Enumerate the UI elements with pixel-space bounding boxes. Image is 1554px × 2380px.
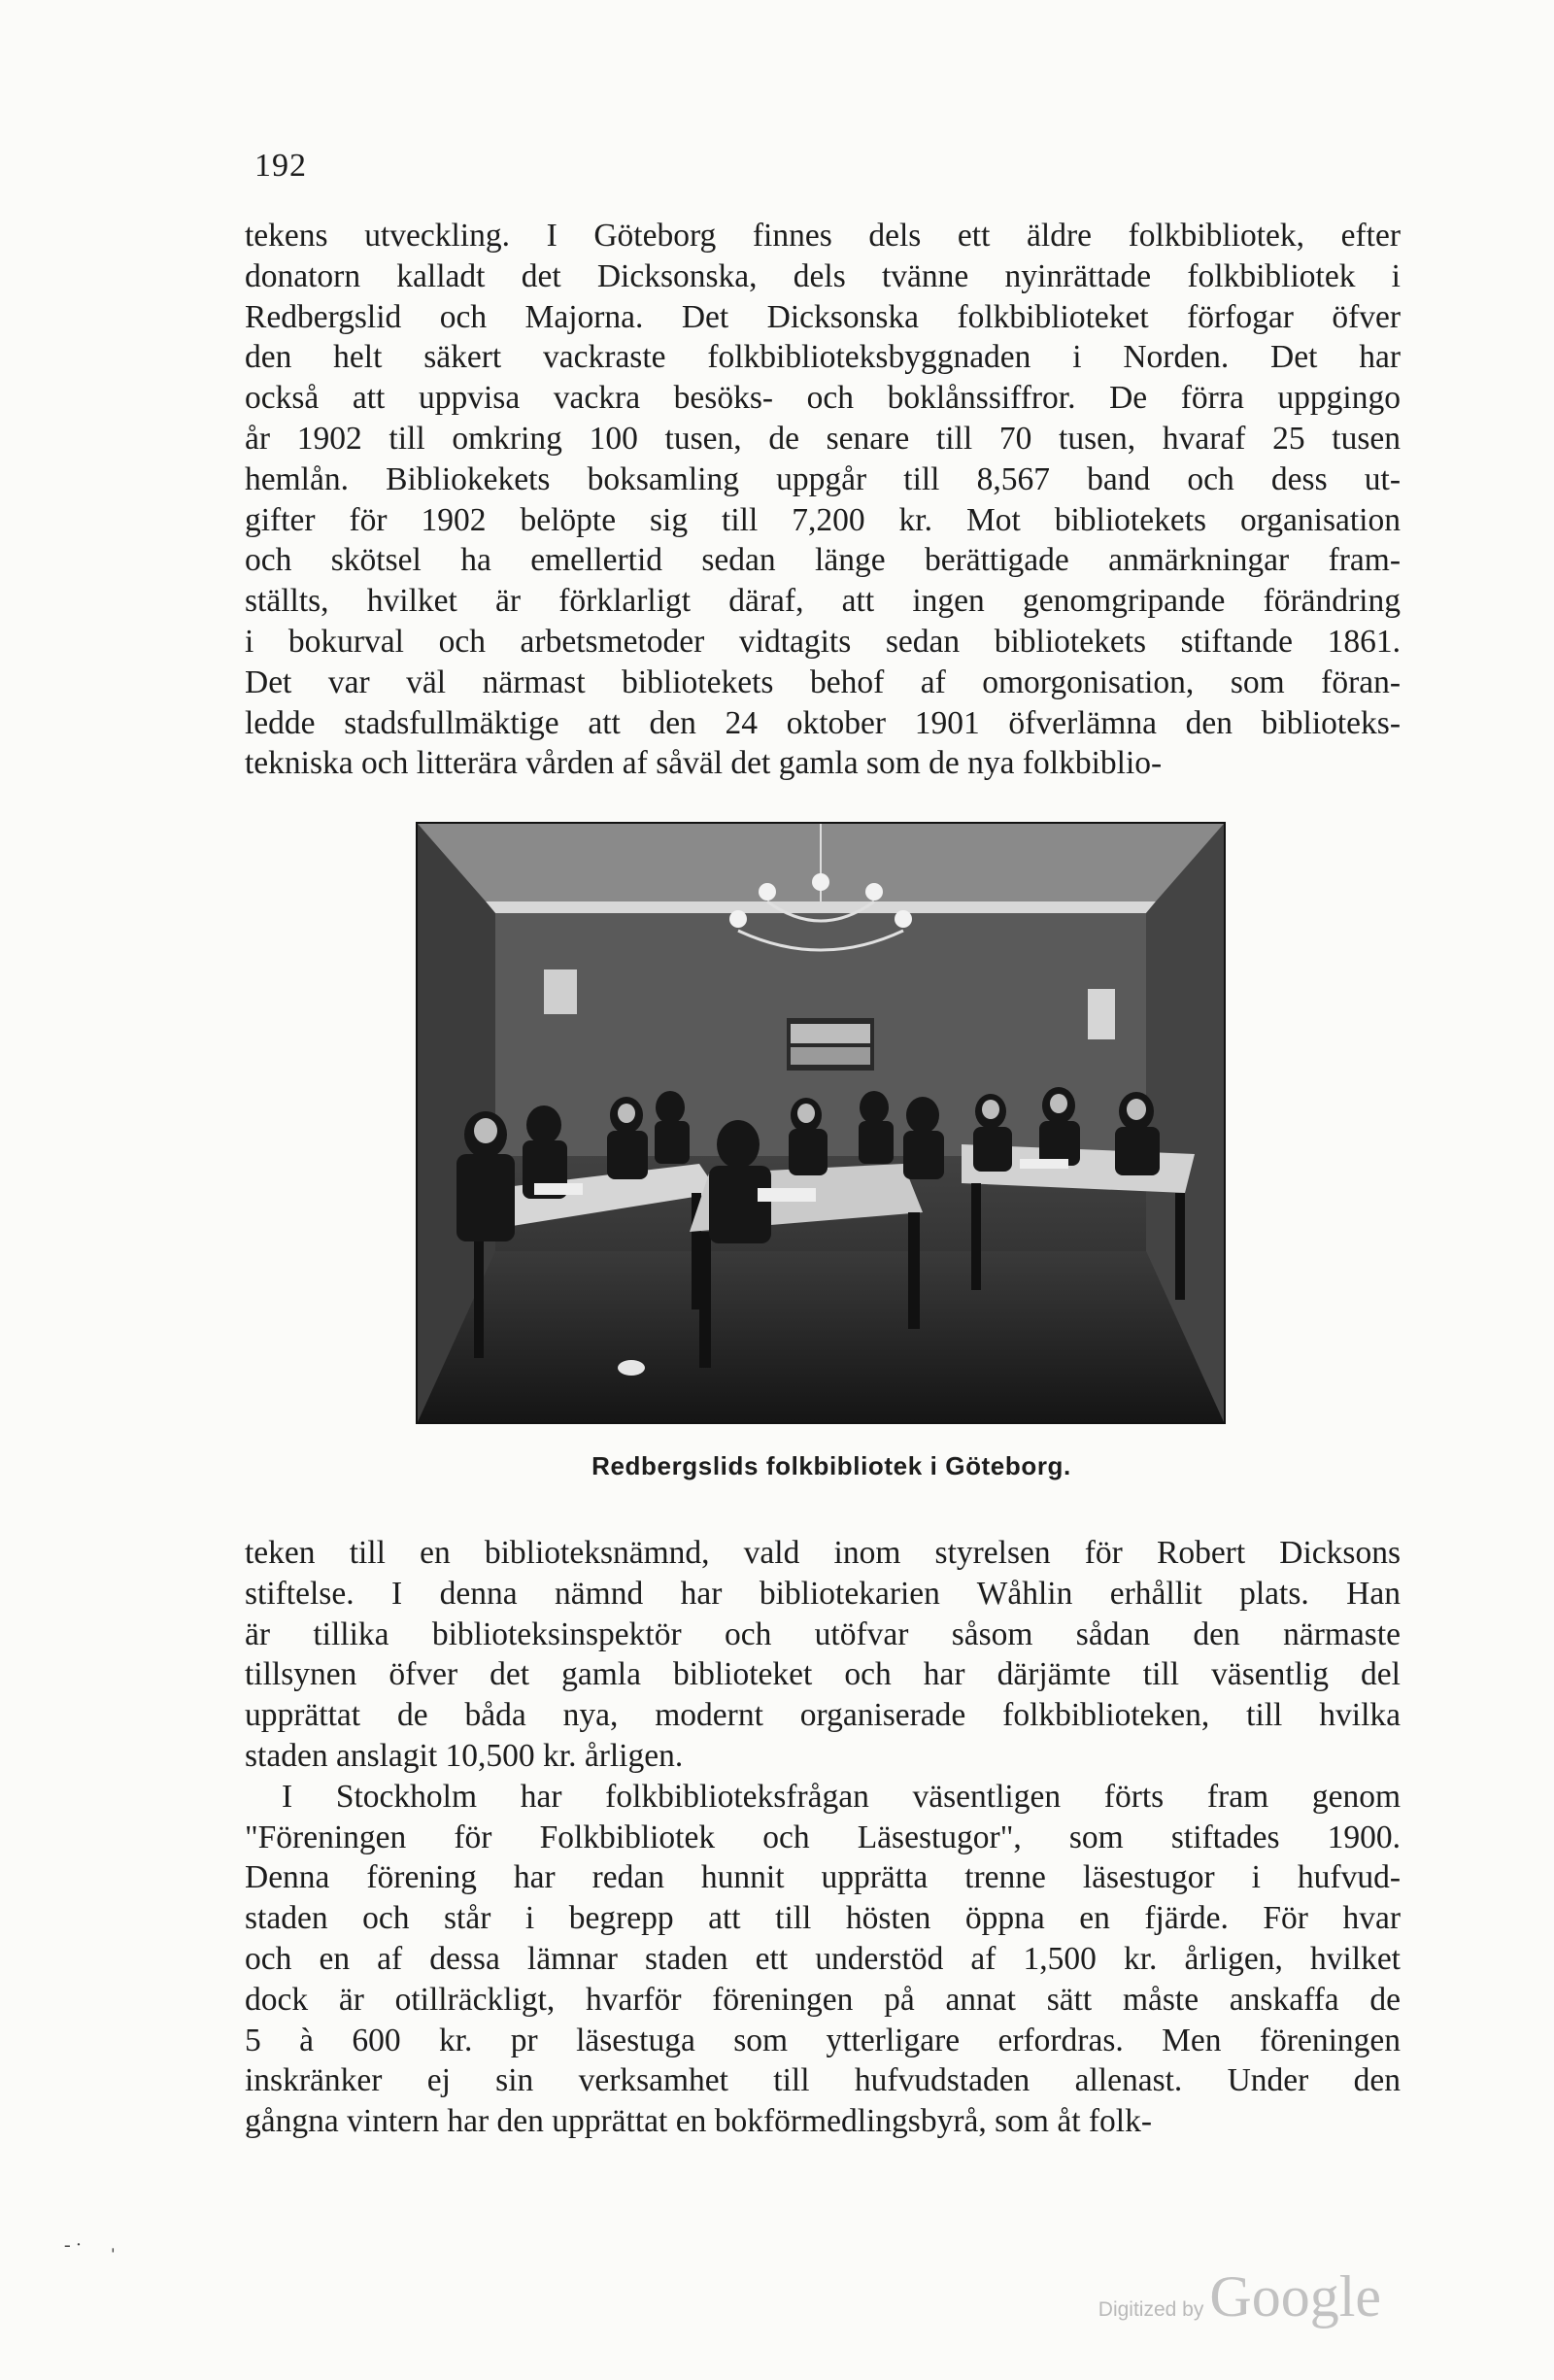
text-line: den helt säkert vackraste folkbiblioteksbyggnaden i Norden. Det har <box>245 339 1401 376</box>
text-line: dock är otillräckligt, hvarför föreningen på annat sätt måste anskaffa de <box>245 1981 1401 2018</box>
text-line: staden anslagit 10,500 kr. årligen. <box>245 1737 684 1774</box>
text-line: upprättat de båda nya, modernt organiserade folkbiblioteken, till hvilka <box>245 1697 1401 1734</box>
text-line: tekens utveckling. I Göteborg finnes dels ett äldre folkbibliotek, efter <box>245 218 1401 254</box>
text-line: tillsynen öfver det gamla biblioteket och har därjämte till väsentlig del <box>245 1656 1401 1693</box>
google-logo-text: Google <box>1209 2264 1381 2329</box>
text-line: teken till en biblioteksnämnd, vald inom styrelsen för Robert Dicksons <box>245 1535 1401 1571</box>
text-line: Denna förening har redan hunnit upprätta trenne läsestugor i hufvud- <box>245 1859 1401 1896</box>
reading-room-illustration <box>418 824 1224 1422</box>
figure-caption: Redbergslids folkbibliotek i Göteborg. <box>591 1451 1071 1480</box>
text-line: I Stockholm har folkbiblioteksfrågan väsentligen förts fram genom <box>282 1778 1401 1815</box>
text-line: ledde stadsfullmäktige att den 24 oktober 1901 öfverlämna den biblioteks- <box>245 704 1401 741</box>
text-line: också att uppvisa vackra besöks- och boklånssiffror. De förra uppgingo <box>245 380 1401 417</box>
text-line: stiftelse. I denna nämnd har bibliotekarien Wåhlin erhållit plats. Han <box>245 1575 1401 1612</box>
text-line: och en af dessa lämnar staden ett understöd af 1,500 kr. årligen, hvilket <box>245 1940 1401 1977</box>
text-line: ställts, hvilket är förklarligt däraf, att ingen genomgripande förändring <box>245 583 1401 620</box>
text-line: är tillika biblioteksinspektör och utöfvar såsom sådan den närmaste <box>245 1615 1401 1652</box>
library-photo <box>416 822 1226 1424</box>
watermark-prefix: Digitized by <box>1098 2298 1204 2321</box>
text-line: år 1902 till omkring 100 tusen, de senare till 70 tusen, hvaraf 25 tusen <box>245 420 1401 457</box>
text-line: och skötsel ha emellertid sedan länge berättigade anmärkningar fram- <box>245 542 1401 579</box>
text-line: donatorn kalladt det Dicksonska, dels tvänne nyinrättade folkbibliotek i <box>245 257 1401 294</box>
page-number: 192 <box>254 148 307 184</box>
body-text-top <box>245 216 1401 784</box>
text-line: hemlån. Bibliokekets boksamling uppgår till 8,567 band och dess ut- <box>245 460 1401 497</box>
digitized-watermark <box>1098 2263 1381 2330</box>
text-line: Redbergslid och Majorna. Det Dicksonska folkbiblioteket förfogar öfver <box>245 298 1401 335</box>
text-line: gifter för 1902 belöpte sig till 7,200 kr. Mot bibliotekets organisation <box>245 501 1401 538</box>
text-line: "Föreningen för Folkbibliotek och Läsestugor", som stiftades 1900. <box>245 1819 1401 1855</box>
stray-mark: ˈ <box>109 2244 118 2272</box>
text-line: inskränker ej sin verksamhet till hufvudstaden allenast. Under den <box>245 2062 1401 2099</box>
text-line: staden och står i begrepp att till hösten öppna en fjärde. För hvar <box>245 1900 1401 1937</box>
text-line: i bokurval och arbetsmetoder vidtagits sedan bibliotekets stiftande 1861. <box>245 623 1401 660</box>
text-line: tekniska och litterära vården af såväl det gamla som de nya folkbiblio- <box>245 745 1163 782</box>
body-text-bottom <box>245 1533 1401 2142</box>
stray-mark: - · <box>64 2234 83 2256</box>
text-line: 5 à 600 kr. pr läsestuga som ytterligare erfordras. Men föreningen <box>245 2022 1401 2058</box>
text-line: Det var väl närmast bibliotekets behof af omorgonisation, som föran- <box>245 663 1401 700</box>
text-line: gångna vintern har den upprättat en bokförmedlingsbyrå, som åt folk- <box>245 2103 1153 2140</box>
